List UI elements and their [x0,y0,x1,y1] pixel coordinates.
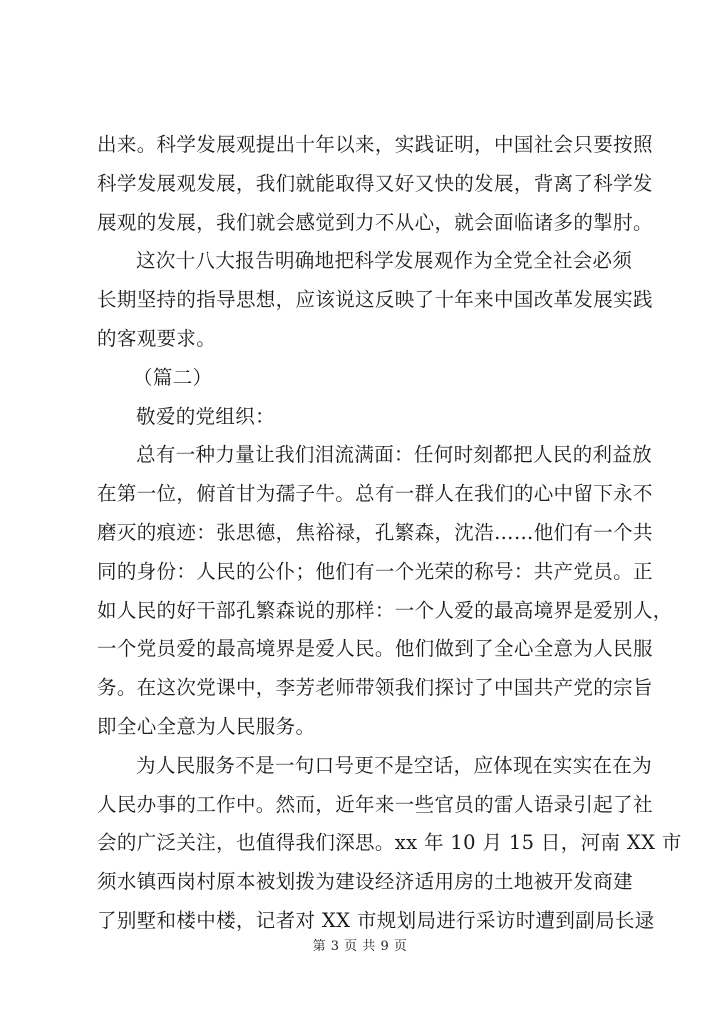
section-heading [97,359,642,398]
paragraph [97,126,653,242]
text-line: 人民办事的工作中。然而，近年来一些官员的雷人语录引起了社 [97,792,653,816]
text-line: 敬爱的党组织： [136,404,275,428]
text-line: 出来。科学发展观提出十年以来，实践证明，中国社会只要按照 [97,133,653,156]
text-line: 科学发展观发展，我们就能取得又好又快的发展，背离了科学发 [97,171,653,195]
paragraph [97,747,682,941]
text-line: 磨灭的痕迹：张思德，焦裕禄，孔繁森，沈浩……他们有一个共 [97,520,653,544]
text-line: 了别墅和楼中楼，记者对 XX 市规划局进行采访时遭到副局长逯 [97,908,655,932]
text-line: 一个党员爱的最高境界是爱人民。他们做到了全心全意为人民服 [97,637,653,661]
text-line: 展观的发展，我们就会感觉到力不从心，就会面临诸多的掣肘。 [97,210,653,234]
text-line: 即全心全意为人民服务。 [97,714,316,738]
text-line: 如人民的好干部孔繁森说的那样：一个人爱的最高境界是爱别人， [97,598,673,622]
text-line: 在第一位，俯首甘为孺子牛。总有一群人在我们的心中留下永不 [97,482,653,506]
page-number-footer: 第 3 页 共 9 页 [312,939,408,954]
paragraph [97,436,673,746]
salutation [97,398,642,437]
text-line: 会的广泛关注，也值得我们深思。xx 年 10 月 15 日，河南 XX 市 [97,831,682,855]
document-body [97,126,682,941]
text-line: 的客观要求。 [97,326,217,350]
text-line: （篇二） [133,365,213,389]
text-line: 务。在这次党课中，李芳老师带领我们探讨了中国共产党的宗旨 [97,676,653,700]
text-line: 总有一种力量让我们泪流满面：任何时刻都把人民的利益放 [136,443,653,467]
text-line: 这次十八大报告明确地把科学发展观作为全党全社会必须 [136,249,633,273]
text-line: 同的身份：人民的公仆；他们有一个光荣的称号：共产党员。正 [97,559,653,583]
paragraph [97,242,653,358]
text-line: 须水镇西岗村原本被划拨为建设经济适用房的土地被开发商建 [97,870,633,894]
text-line: 长期坚持的指导思想，应该说这反映了十年来中国改革发展实践 [97,288,653,312]
text-line: 为人民服务不是一句口号更不是空话，应体现在实实在在为 [136,753,653,777]
